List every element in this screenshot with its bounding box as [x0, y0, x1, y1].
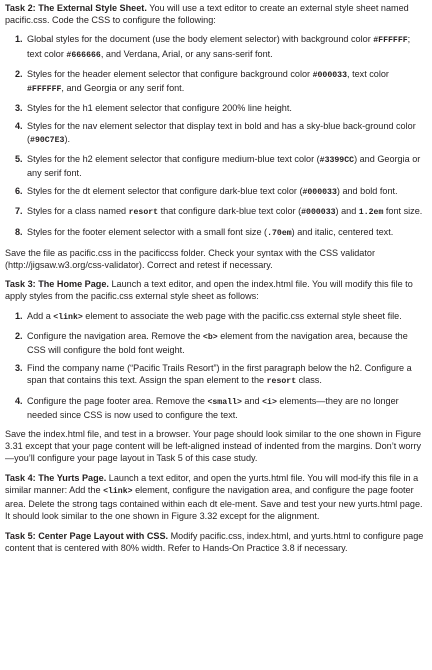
- text-fragment: Configure the page footer area. Remove the: [27, 395, 208, 406]
- list-item-text: [27, 311, 402, 321]
- list-item-text: [27, 186, 398, 196]
- text-fragment: Configure the navigation area. Remove the: [27, 330, 203, 341]
- code-fragment: #3399CC: [319, 155, 355, 165]
- text-fragment: Global styles for the document (use the body element selector) with background color: [27, 34, 374, 45]
- list-item: [5, 226, 427, 240]
- text-fragment: Add a: [27, 310, 54, 321]
- text-fragment: font size.: [383, 206, 423, 217]
- task5-paragraph: [5, 530, 427, 554]
- code-fragment: #FFFFFF: [373, 36, 408, 46]
- list-item-number: 8.: [15, 226, 23, 237]
- code-fragment: #000033: [301, 208, 336, 218]
- list-item-text: [27, 206, 422, 216]
- list-item: [5, 330, 427, 356]
- task5-body: Modify pacific.css, index.html, and yurts.html to configure page content that is centered with 80% width. Refer to Hands-On Practice 3.8 if necessary.: [5, 530, 424, 553]
- text-fragment: , and Verdana, Arial, or any sans-serif font.: [100, 48, 273, 59]
- task4-heading: Task 4: The Yurts Page.: [5, 472, 107, 483]
- code-fragment: resort: [266, 377, 297, 387]
- list-item-number: 2.: [15, 68, 23, 79]
- list-item: [5, 362, 427, 388]
- text-fragment: Styles for the dt element selector that configure dark-blue text color (: [27, 186, 303, 197]
- list-item-number: 3.: [15, 363, 23, 374]
- text-fragment: element to associate the web page with the pacific.css external style sheet file.: [82, 310, 402, 321]
- text-fragment: ) and: [335, 206, 359, 217]
- text-fragment: ) and bold font.: [336, 186, 398, 197]
- code-fragment: #666666: [66, 50, 101, 60]
- text-fragment: Styles for a class named: [27, 206, 129, 217]
- code-fragment: <link>: [103, 486, 133, 496]
- list-item-number: 6.: [15, 186, 23, 197]
- list-item-text: [27, 227, 393, 237]
- text-fragment: elements—they are no longer needed since CSS is now used to configure the text.: [27, 395, 399, 420]
- code-fragment: #90C7E3: [30, 135, 65, 145]
- list-item-text: [27, 34, 410, 58]
- code-fragment: <small>: [207, 397, 242, 407]
- task3-heading: Task 3: The Home Page.: [5, 279, 109, 290]
- code-fragment: <i>: [262, 397, 277, 407]
- list-item: [5, 102, 427, 114]
- text-fragment: Find the company name (“Pacific Trails Resort”) in the first paragraph below the h2. Configure a span that contains this text. Assign the span element to the: [27, 363, 412, 386]
- task3-outro: Save the index.html file, and test in a browser. Your page should look similar to the one shown in Figure 3.31 except that your page content will be left-aligned instead of indented from the margins. Don’t worry—you’ll configure your page layout in Task 5 of this case study.: [5, 429, 422, 464]
- text-fragment: Styles for the h2 element selector that configure medium-blue text color (: [27, 153, 320, 164]
- list-item: [5, 310, 427, 324]
- text-fragment: element, configure the navigation area, and configure the page footer area. Delete the strong tags contained within each dt ele-ment. Save and test your new yurts.html page. It should look similar to the one shown in Figure 3.32 except for the alignment.: [5, 484, 423, 522]
- list-item: [5, 395, 427, 421]
- code-fragment: #FFFFFF: [27, 85, 62, 95]
- list-item-number: 5.: [15, 153, 23, 164]
- task2-list: [5, 33, 427, 239]
- list-item: [5, 68, 427, 96]
- list-item-text: [27, 121, 416, 143]
- code-fragment: #000033: [312, 70, 348, 80]
- list-item: [5, 120, 427, 146]
- list-item-number: 4.: [15, 395, 23, 406]
- list-item-number: 1.: [15, 310, 23, 321]
- task3-intro: [5, 278, 427, 302]
- code-fragment: #000033: [302, 188, 337, 198]
- text-fragment: ) and italic, centered text.: [291, 226, 394, 237]
- list-item-text: [27, 363, 412, 385]
- text-fragment: ) and Georgia or any serif font.: [27, 153, 421, 179]
- text-fragment: Launch a text editor, and open the yurts.html file. You will mod-ify this file in a similar manner: Add the: [5, 472, 419, 495]
- code-fragment: .70em: [267, 228, 292, 238]
- list-item-number: 4.: [15, 121, 23, 132]
- text-fragment: and: [241, 395, 263, 406]
- text-fragment: Styles for the header element selector that configure background color: [27, 68, 313, 79]
- list-item-text: [27, 331, 408, 355]
- code-fragment: resort: [128, 208, 159, 218]
- text-fragment: Styles for the nav element selector that display text in bold and has a sky-blue back-ground color (: [27, 121, 416, 144]
- code-fragment: 1.2em: [358, 208, 384, 218]
- task3-list: [5, 310, 427, 421]
- task4-paragraph: [5, 472, 427, 523]
- list-item-text: [27, 154, 420, 178]
- task3-intro-text: Launch a text editor, and open the index.html file. You will modify this file to apply styles from the pacific.css external style sheet as follows:: [5, 279, 413, 302]
- task2-outro: Save the file as pacific.css in the pacificcss folder. Check your syntax with the CSS validator (http://jigsaw.w3.org/css-validator). Correct and retest if necessary.: [5, 247, 375, 271]
- list-item-number: 1.: [15, 34, 23, 45]
- text-fragment: that configure dark-blue text color (: [158, 206, 302, 217]
- list-item: [5, 153, 427, 179]
- list-item-number: 2.: [15, 330, 23, 341]
- list-item-number: 7.: [15, 206, 23, 217]
- list-item: [5, 185, 427, 199]
- task2-intro: [5, 2, 427, 26]
- list-item-text: [27, 69, 389, 93]
- list-item: [5, 33, 427, 61]
- list-item-text: [27, 103, 292, 113]
- task2-heading: Task 2: The External Style Sheet.: [5, 3, 147, 13]
- task2-intro-text: You will use a text editor to create an external style sheet named pacific.css. Code the CSS to configure the following:: [5, 3, 409, 26]
- text-fragment: Styles for the h1 element selector that configure 200% line height.: [27, 103, 292, 114]
- text-fragment: ; text color: [27, 34, 411, 59]
- text-fragment: element from the navigation area, because the CSS will configure the bold font weight.: [27, 330, 408, 356]
- text-fragment: , text color: [347, 68, 389, 79]
- task5-heading: Task 5: Center Page Layout with CSS.: [5, 530, 169, 541]
- text-fragment: , and Georgia or any serif font.: [61, 83, 185, 94]
- code-fragment: <b>: [202, 332, 218, 342]
- list-item-number: 3.: [15, 103, 23, 114]
- text-fragment: ).: [64, 133, 70, 144]
- text-fragment: class.: [296, 375, 322, 386]
- list-item-text: [27, 396, 399, 420]
- code-fragment: <link>: [53, 312, 83, 322]
- text-fragment: Styles for the footer element selector with a small font size (: [27, 226, 268, 237]
- list-item: [5, 205, 427, 219]
